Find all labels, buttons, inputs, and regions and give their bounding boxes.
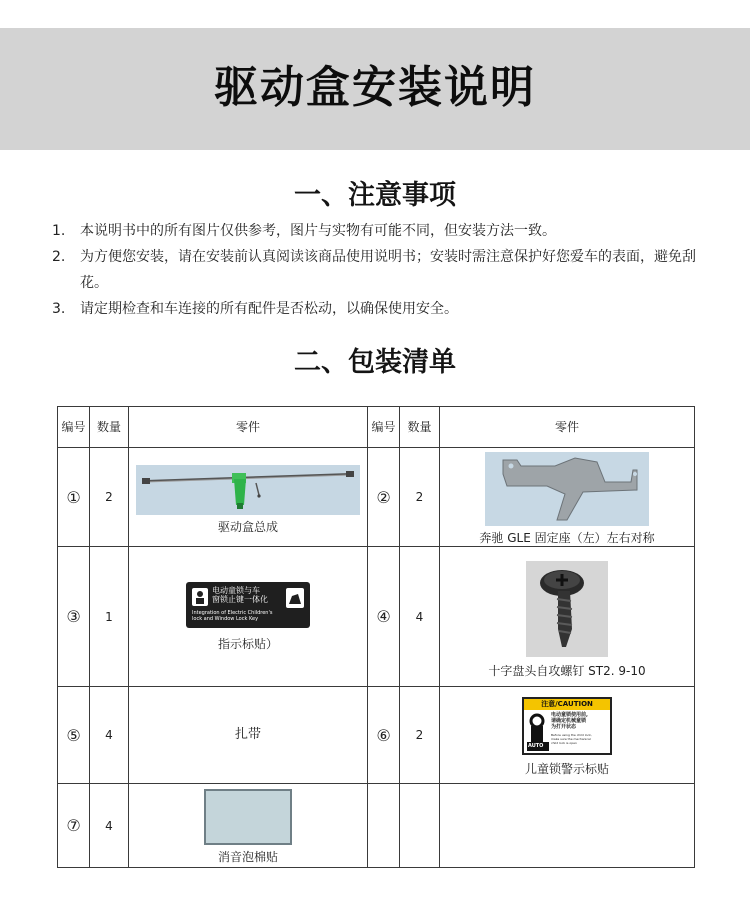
note-text: 请定期检查和车连接的所有配件是否松动，以确保使用安全。	[80, 301, 458, 317]
header-number: 编号	[368, 407, 400, 448]
warning-cn-line3: 为打开状态	[551, 724, 577, 730]
header-part: 零件	[129, 407, 368, 448]
note-item	[52, 218, 712, 244]
empty-cell	[368, 784, 400, 868]
warning-cn-line1: 电动童锁使用前,	[551, 712, 588, 718]
empty-cell	[400, 784, 440, 868]
table-header-row	[58, 407, 695, 448]
note-number: 2.	[52, 249, 66, 265]
section-title-notes: 一、注意事项	[294, 180, 456, 211]
item-number: ⑦	[58, 784, 90, 868]
section-title-packing-list: 二、包装清单	[294, 347, 456, 378]
warning-en-line1: Before using the child lock,	[551, 733, 592, 737]
item-quantity: 2	[400, 687, 440, 784]
screw-image	[526, 561, 608, 657]
auto-badge: AUTO	[528, 743, 544, 749]
part-cell	[440, 448, 695, 547]
warning-cn-line2: 请确定机械童锁	[551, 718, 587, 724]
notes-list	[52, 218, 712, 322]
sticker-cn-line1: 电动童锁与车	[212, 585, 260, 595]
item-number: ③	[58, 547, 90, 687]
child-lock-warning-sticker-image	[522, 697, 612, 755]
part-cell	[129, 448, 368, 547]
item-number: ④	[368, 547, 400, 687]
table-row	[58, 547, 695, 687]
page-title: 驱动盒安装说明	[214, 62, 536, 113]
item-number: ⑥	[368, 687, 400, 784]
mounting-bracket-image	[485, 452, 649, 526]
part-name: 指示标贴）	[217, 636, 278, 651]
packing-list-table	[57, 406, 695, 868]
part-name: 消音泡棉贴	[217, 849, 278, 864]
indicator-sticker-image	[186, 582, 310, 628]
table-row	[58, 448, 695, 547]
harness-icon	[136, 465, 360, 515]
item-quantity: 4	[90, 784, 129, 868]
table-row	[58, 784, 695, 868]
warning-header: 注意/CAUTION	[524, 699, 610, 710]
part-cell	[440, 687, 695, 784]
part-cell	[129, 784, 368, 868]
header-quantity: 数量	[400, 407, 440, 448]
part-name: 奔驰 GLE 固定座（左）左右对称	[479, 531, 655, 545]
note-number: 3.	[52, 301, 66, 317]
warning-en-line2: make sure the mechanical	[551, 737, 591, 741]
warning-en-line3: child lock is open	[551, 741, 577, 745]
header-part: 零件	[440, 407, 695, 448]
bracket-icon	[485, 452, 649, 526]
item-number: ⑤	[58, 687, 90, 784]
part-name: 驱动盒总成	[217, 520, 278, 534]
part-name: 儿童锁警示标贴	[524, 762, 609, 776]
item-quantity: 2	[400, 448, 440, 547]
item-quantity: 4	[90, 687, 129, 784]
title-banner	[0, 28, 750, 150]
part-cell	[440, 547, 695, 687]
note-item	[52, 244, 712, 296]
drive-box-harness-image	[136, 465, 360, 515]
note-text: 本说明书中的所有图片仅供参考，图片与实物有可能不同，但安装方法一致。	[80, 223, 556, 239]
note-number: 1.	[52, 223, 66, 239]
screw-icon	[526, 561, 608, 657]
item-quantity: 2	[90, 448, 129, 547]
sticker-en-line2: lock and Window Lock Key	[192, 615, 259, 622]
part-name: 十字盘头自攻螺钉 ST2. 9-10	[488, 663, 646, 678]
header-quantity: 数量	[90, 407, 129, 448]
sticker-en-line1: Integration of Electric Children's	[192, 609, 273, 616]
header-number: 编号	[58, 407, 90, 448]
note-item	[52, 296, 712, 322]
sticker-cn-line2: 窗锁止键一体化	[212, 594, 268, 604]
foam-pad-image	[204, 789, 292, 845]
part-cell	[129, 687, 368, 784]
item-number: ①	[58, 448, 90, 547]
empty-cell	[440, 784, 695, 868]
table-row	[58, 687, 695, 784]
note-text: 为方便您安装，请在安装前认真阅读该商品使用说明书；安装时需注意保护好您爱车的表面，避免刮花。	[80, 249, 696, 291]
item-number: ②	[368, 448, 400, 547]
part-name: 扎带	[234, 727, 261, 742]
part-cell	[129, 547, 368, 687]
item-quantity: 1	[90, 547, 129, 687]
item-quantity: 4	[400, 547, 440, 687]
